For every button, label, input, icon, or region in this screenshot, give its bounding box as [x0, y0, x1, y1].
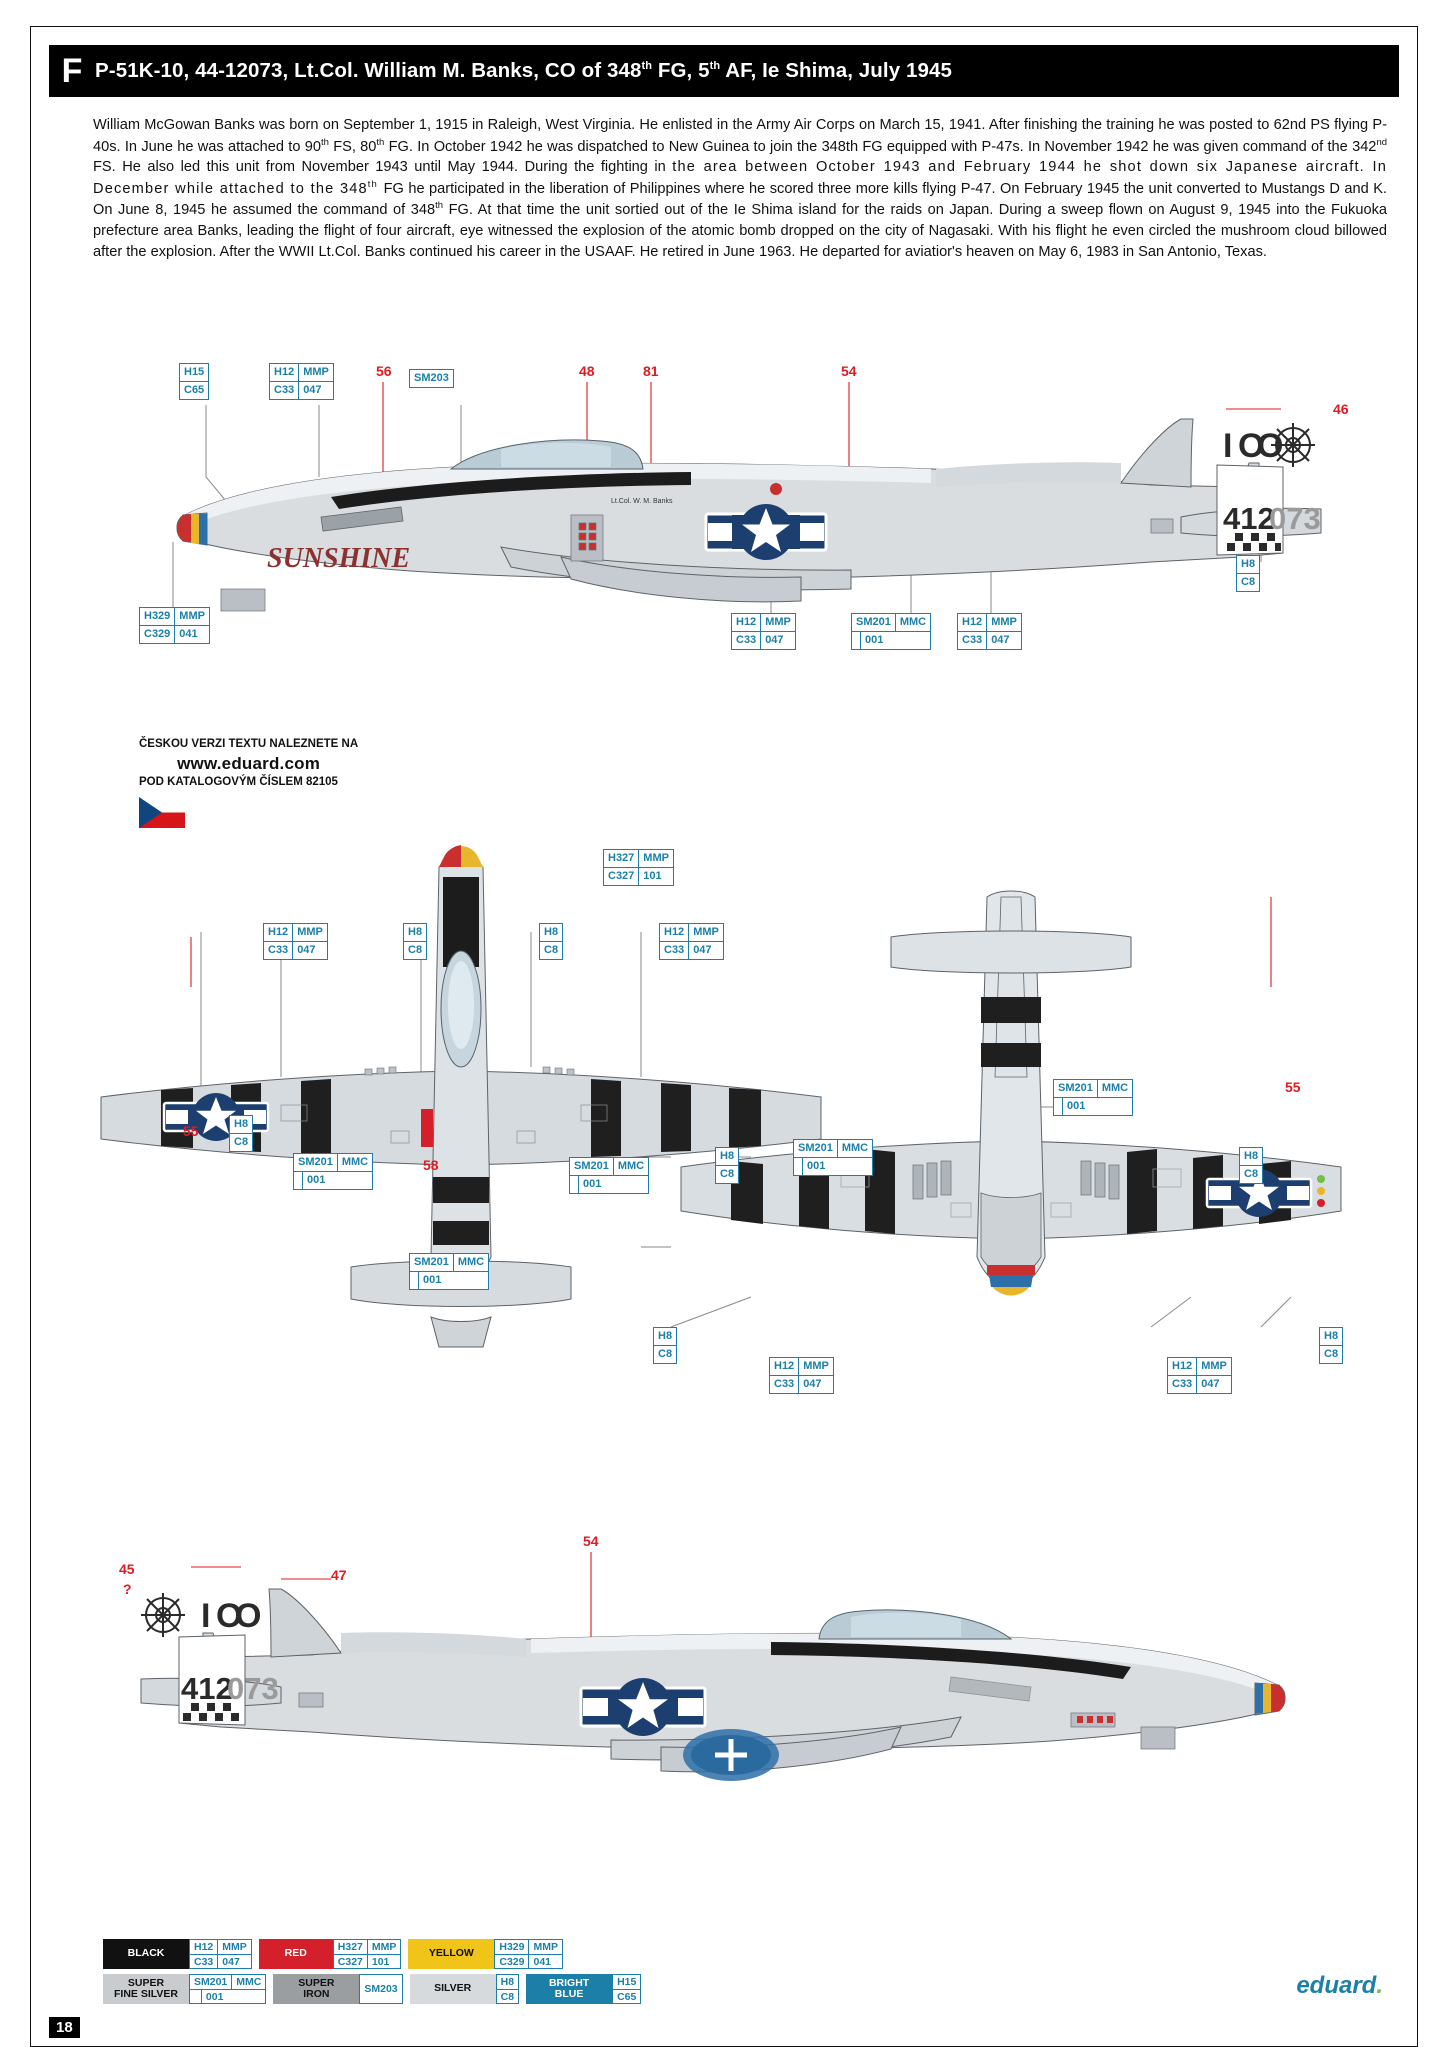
svg-text:412: 412	[1223, 501, 1275, 536]
side-view-artwork	[31, 357, 1417, 687]
lower-side-view-artwork	[31, 1517, 1417, 1847]
svg-text:O: O	[216, 1597, 243, 1635]
legend-swatch-bright-blue: BRIGHT BLUE	[526, 1974, 612, 2004]
svg-text:073: 073	[227, 1671, 279, 1706]
ref-number-48: 48	[579, 363, 595, 379]
svg-text:073: 073	[1269, 501, 1321, 536]
legend-codes-yellow: H329 MMP C329 041	[494, 1939, 563, 1969]
czech-flag-icon	[139, 797, 185, 828]
callout-bottom-h12-1: H12 MMP C33 047	[769, 1357, 834, 1394]
callout-bottom-h12-2: H12 MMP C33 047	[1167, 1357, 1232, 1394]
legend-row-2	[103, 1974, 641, 2004]
callout-h327-c327: H327 MMP C327 101	[603, 849, 674, 886]
callout-top-h8-2: H8 C8	[539, 923, 563, 960]
paint-legend	[103, 1939, 641, 2004]
legend-swatch-red: RED	[259, 1939, 333, 1969]
callout-top-sm201-1: SM201 MMC 001	[293, 1153, 373, 1190]
callout-bottom-sm201-1: SM201 MMC 001	[793, 1139, 873, 1176]
svg-text:O: O	[1257, 427, 1284, 465]
ref-number-45: 45	[119, 1561, 135, 1577]
callout-sm203: SM203	[409, 369, 454, 388]
bio-part-1: William McGowan Banks was born on September 1, 1915 in Raleigh, West Virginia. He enlisted in the Army Air Corps on March 15, 1941. After finishing the training he was posted to 62nd PS flying P-40s. In June he was attached to 90th FS, 80th FG. In October 1942 he was dispatched to New Guinea to join the 348th FG equipped with P-47s. In November 1942 he was given command of the 342nd FS. He also led this unit from November 1943 until May 1944. During the fighting in	[93, 117, 1388, 176]
ref-number-47: 47	[331, 1567, 347, 1583]
callout-top-sm201-2: SM201 MMC 001	[569, 1157, 649, 1194]
ref-number-58: 58	[423, 1157, 439, 1173]
legend-swatch-black: BLACK	[103, 1939, 189, 1969]
czech-line-2: www.eduard.com	[177, 753, 321, 773]
callout-top-h8-1: H8 C8	[403, 923, 427, 960]
eduard-logo	[1296, 1972, 1383, 2000]
callout-h8-c8: H8 C8	[1236, 555, 1260, 592]
legend-codes-silver: H8 C8	[496, 1974, 519, 2004]
bio-part-3: FG he participated in the liberation of Philippines where he scored three more kills flying P-47. On February 1945 the unit converted to Mustangs D and K. On June 8, 1945 he assumed the command of 348th FG. At that time the unit sortied out of the Ie Shima island for the raids on Japan. During a sweep flown on August 9, 1945 into the Fukuoka prefecture area Banks, leading the flight of four aircraft, eye witnessed the explosion of the atomic bomb dropped on the city of Nagasaki. With his flight he even circled the mushroom cloud billowed after the explosion. After the WWII Lt.Col. Banks continued his career in the USAAF. He retired in June 1963. He departed for aviatior's heaven on May 6, 1983 in San Antonio, Texas.	[93, 180, 1387, 260]
czech-line-1: ČESKOU VERZI TEXTU NALEZNETE NA	[139, 738, 359, 750]
eduard-logo-mark: .	[1376, 1972, 1383, 1999]
eduard-logo-text: eduard	[1296, 1972, 1377, 1999]
plan-views-artwork	[31, 827, 1417, 1390]
czech-version-note	[139, 737, 358, 791]
legend-item-yellow	[408, 1939, 563, 1969]
svg-text:412: 412	[181, 1671, 233, 1706]
callout-h12-c33-3: H12 MMP C33 047	[957, 613, 1022, 650]
scheme-letter: F	[61, 51, 83, 90]
legend-codes-super-fine-silver: SM201 MMC 001	[189, 1974, 266, 2004]
callout-h15-c65: H15 C65	[179, 363, 209, 400]
ref-number-55-left: 55	[183, 1123, 199, 1139]
legend-swatch-super-iron: SUPER IRON	[273, 1974, 359, 2004]
svg-text:I: I	[201, 1597, 211, 1635]
ref-number-54: 54	[841, 363, 857, 379]
ref-number-56: 56	[376, 363, 392, 379]
callout-h12-c33-2: H12 MMP C33 047	[731, 613, 796, 650]
callout-top-h8-3: H8 C8	[229, 1115, 253, 1152]
legend-swatch-yellow: YELLOW	[408, 1939, 494, 1969]
callout-h12-c33: H12 MMP C33 047	[269, 363, 334, 400]
svg-text:Lt.Col. W. M. Banks: Lt.Col. W. M. Banks	[611, 498, 673, 505]
page-title: P-51K-10, 44-12073, Lt.Col. William M. Banks, CO of 348th FG, 5th AF, Ie Shima, July 1945	[95, 59, 953, 82]
svg-text:O: O	[1238, 427, 1265, 465]
callout-sm201-mmc: SM201 MMC 001	[851, 613, 931, 650]
scheme-header	[49, 45, 1399, 97]
legend-item-red	[259, 1939, 402, 1969]
callout-h329-c329: H329 MMP C329 041	[139, 607, 210, 644]
svg-text:O: O	[235, 1597, 262, 1635]
legend-codes-bright-blue: H15 C65	[612, 1974, 641, 2004]
bio-part-2: the area between October 1943 and February 1944 he shot down six Japanese aircraft. In December while attached to the 348th	[93, 159, 1387, 197]
callout-bottom-h8-2: H8 C8	[1239, 1147, 1263, 1184]
legend-item-black	[103, 1939, 252, 1969]
callout-bottom-sm201-2: SM201 MMC 001	[1053, 1079, 1133, 1116]
page-number: 18	[49, 2017, 80, 2038]
ref-number-question: ?	[123, 1581, 132, 1597]
legend-item-silver	[410, 1974, 519, 2004]
legend-swatch-super-fine-silver: SUPER FINE SILVER	[103, 1974, 189, 2004]
legend-swatch-silver: SILVER	[410, 1974, 496, 2004]
pilot-biography	[93, 115, 1387, 263]
callout-bottom-h8-3: H8 C8	[653, 1327, 677, 1364]
page-frame	[30, 26, 1418, 2047]
callout-top-h12: H12 MMP C33 047	[263, 923, 328, 960]
ref-number-81: 81	[643, 363, 659, 379]
svg-text:SUNSHINE: SUNSHINE	[267, 543, 411, 574]
ref-number-55-right: 55	[1285, 1079, 1301, 1095]
legend-codes-black: H12 MMP C33 047	[189, 1939, 252, 1969]
legend-item-bright-blue	[526, 1974, 641, 2004]
ref-number-46: 46	[1333, 401, 1349, 417]
callout-bottom-h8-4: H8 C8	[1319, 1327, 1343, 1364]
legend-codes-red: H327 MMP C327 101	[333, 1939, 402, 1969]
czech-line-3: POD KATALOGOVÝM ČÍSLEM 82105	[139, 776, 338, 789]
legend-item-super-fine-silver	[103, 1974, 266, 2004]
callout-top-sm201-3: SM201 MMC 001	[409, 1253, 489, 1290]
ref-number-54-lower: 54	[583, 1533, 599, 1549]
callout-top-h12-2: H12 MMP C33 047	[659, 923, 724, 960]
svg-text:I: I	[1223, 427, 1233, 465]
legend-item-super-iron	[273, 1974, 402, 2004]
callout-bottom-h8-1: H8 C8	[715, 1147, 739, 1184]
legend-row-1	[103, 1939, 641, 1969]
legend-codes-super-iron: SM203	[359, 1974, 402, 2004]
